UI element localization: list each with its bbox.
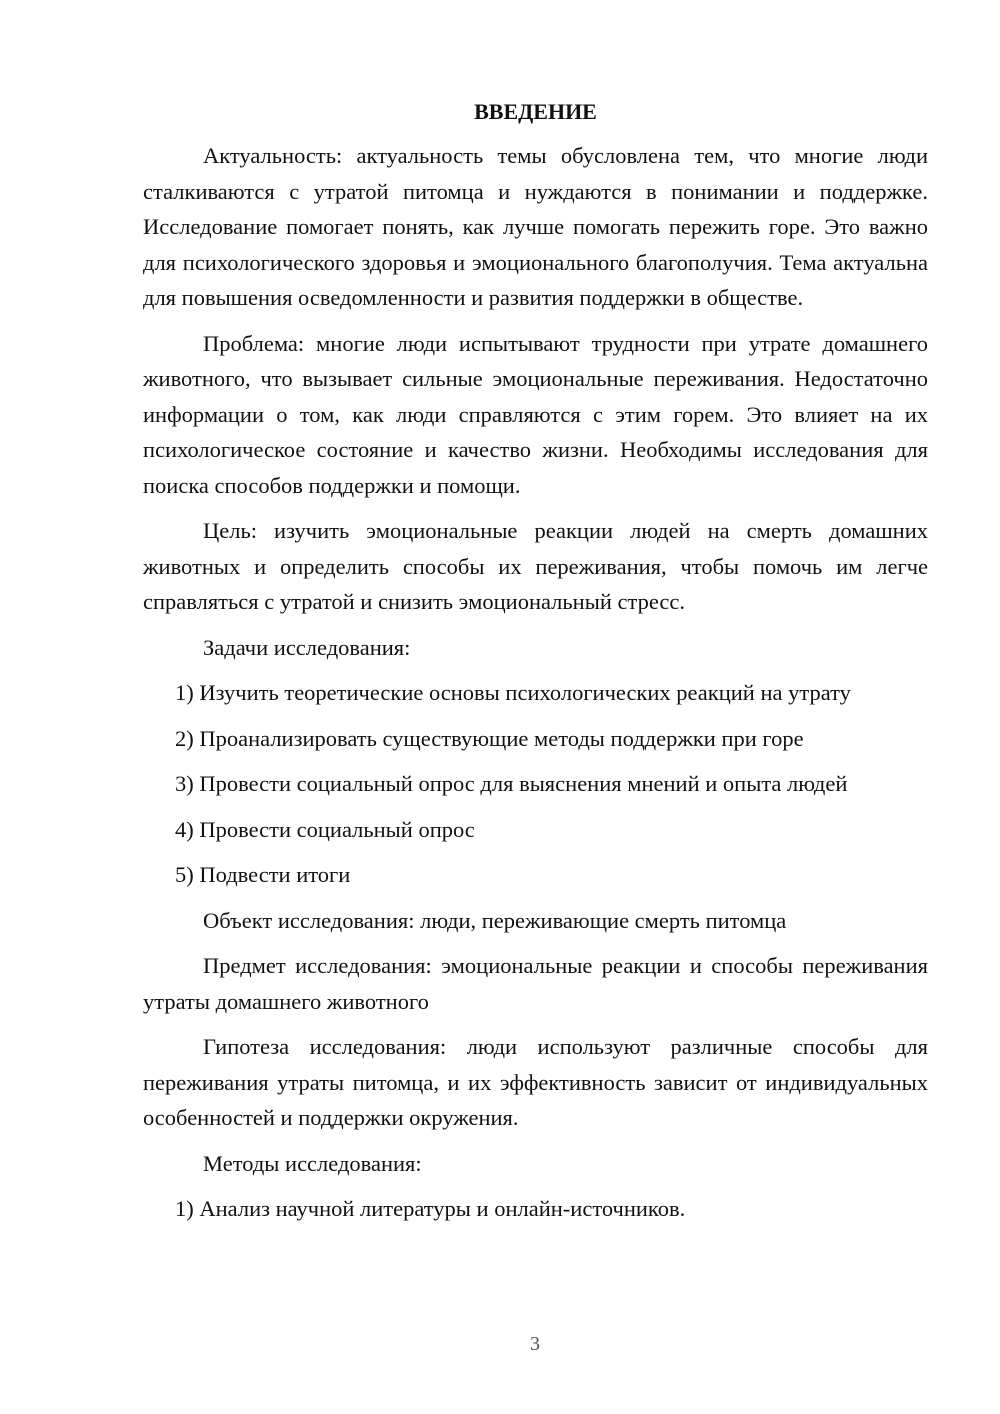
- methods-heading: Методы исследования:: [203, 1150, 422, 1176]
- tasks-heading: Задачи исследования:: [203, 634, 411, 660]
- goal-paragraph: Цель: изучить эмоциональные реакции людей на смерть домашних животных и определить способы их переживания, чтобы помочь им легче справляться с утратой и снизить эмоциональный стресс.: [143, 518, 928, 614]
- relevance-paragraph: Актуальность: актуальность темы обусловлена тем, что многие люди сталкиваются с утратой питомца и нуждаются в понимании и поддержке. Исследование помогает понять, как лучше помогать пережить горе. Это важно для психологического здоровья и эмоционального благополучия. Тема актуальна для повышения осведомленности и развития поддержки в обществе.: [143, 143, 928, 310]
- tasks-list: [143, 675, 928, 893]
- task-item-2: 2) Проанализировать существующие методы поддержки при горе: [175, 725, 804, 751]
- section-title: ВВЕДЕНИЕ: [474, 99, 597, 124]
- task-item-1: 1) Изучить теоретические основы психологических реакций на утрату: [175, 680, 851, 705]
- task-item-5: 5) Подвести итоги: [175, 862, 351, 887]
- subject-paragraph: Предмет исследования: эмоциональные реакции и способы переживания утраты домашнего животного: [143, 953, 928, 1014]
- hypothesis-paragraph: Гипотеза исследования: люди используют различные способы для переживания утраты питомца, и их эффективность зависит от индивидуальных особенностей и поддержки окружения.: [143, 1034, 928, 1130]
- task-item-4: 4) Провести социальный опрос: [175, 816, 475, 842]
- page-number: 3: [530, 1333, 540, 1355]
- object-paragraph: Объект исследования: люди, переживающие смерть питомца: [203, 907, 787, 933]
- methods-list: [143, 1191, 928, 1227]
- task-item-3: 3) Провести социальный опрос для выяснения мнений и опыта людей: [175, 771, 848, 796]
- problem-paragraph: Проблема: многие люди испытывают трудности при утрате домашнего животного, что вызывает сильные эмоциональные переживания. Недостаточно информации о том, как люди справляются с этим горем. Это влияет на их психологическое состояние и качество жизни. Необходимы исследования для поиска способов поддержки и помощи.: [143, 330, 928, 498]
- method-item-1: 1) Анализ научной литературы и онлайн-источников.: [175, 1196, 686, 1221]
- page-content: [143, 94, 928, 1237]
